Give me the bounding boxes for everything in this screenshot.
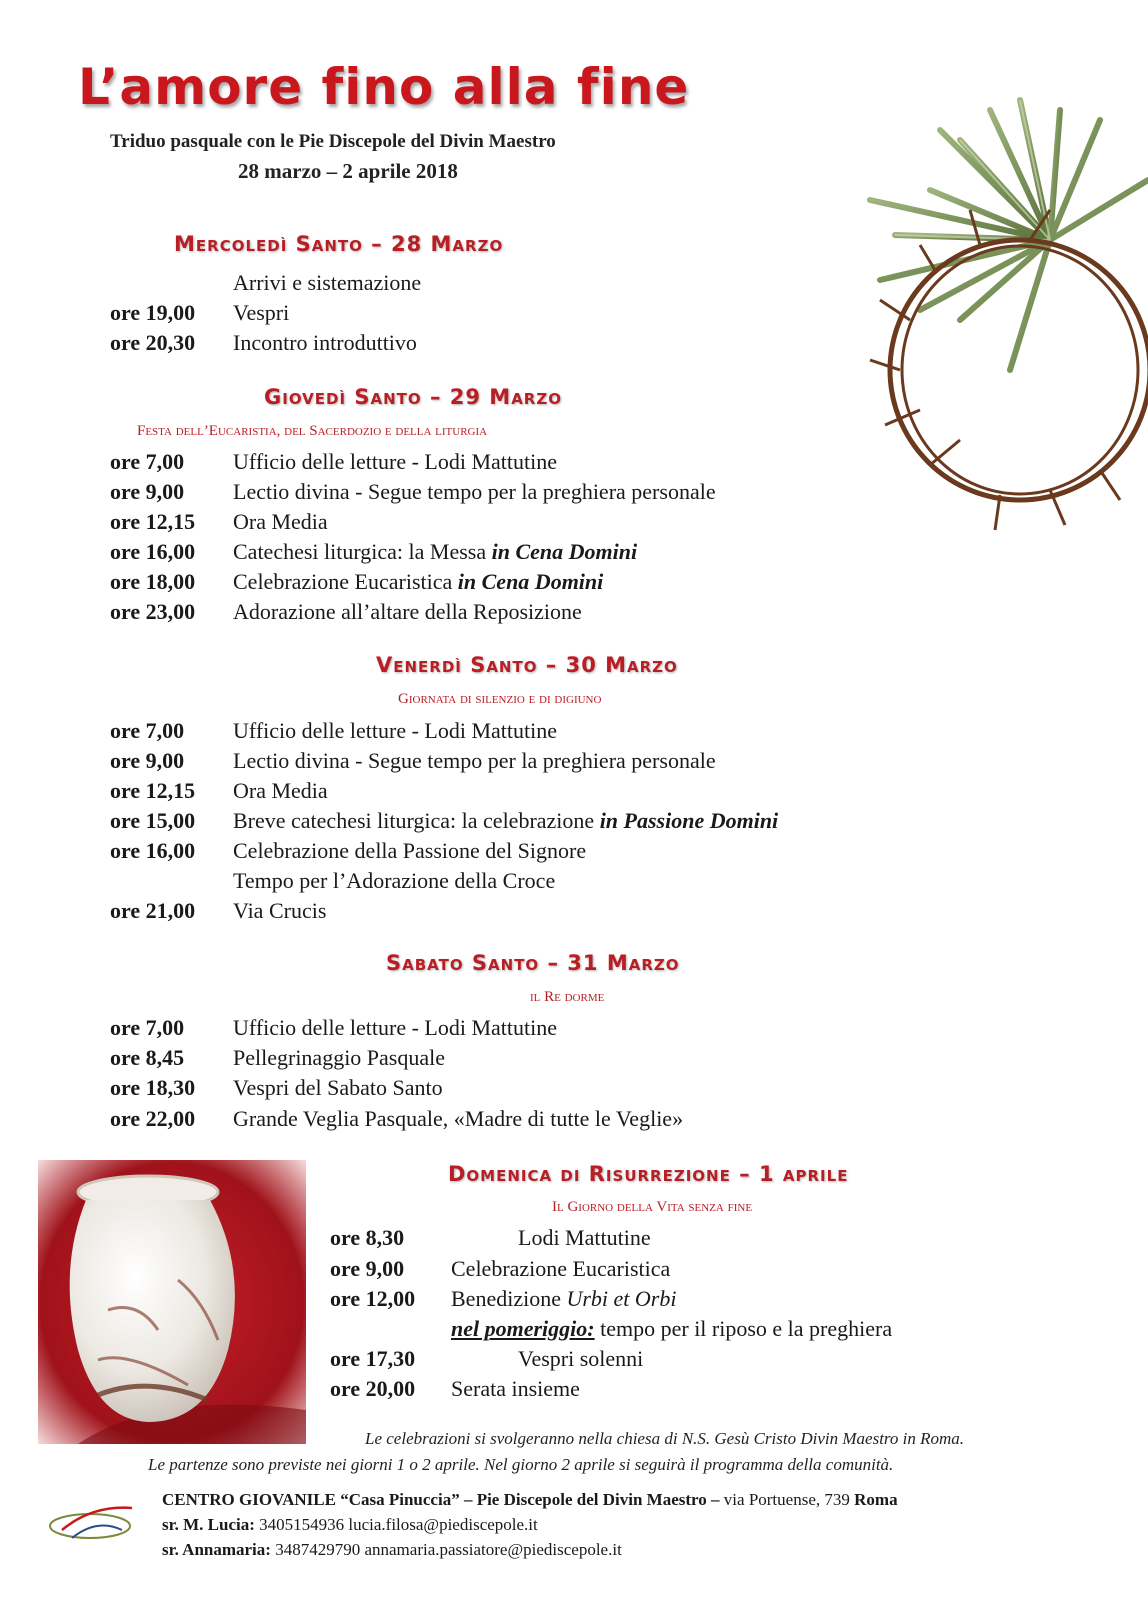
day-subheading-thursday: Festa dell’Eucaristia, del Sacerdozio e della liturgia (137, 423, 488, 439)
date-range: 28 marzo – 2 aprile 2018 (238, 159, 458, 183)
footer-contact-lucia: sr. M. Lucia: 3405154936 lucia.filosa@piediscepole.it (162, 1515, 538, 1534)
logo-icon (42, 1500, 142, 1550)
day-subheading-sunday: Il Giorno della Vita senza fine (552, 1199, 753, 1215)
page-title: L’amore fino alla fine (78, 58, 690, 116)
day-heading-friday: Venerdì Santo – 30 Marzo (376, 653, 678, 677)
day-subheading-saturday: il Re dorme (530, 989, 605, 1005)
day-heading-wednesday: Mercoledì Santo – 28 Marzo (174, 232, 504, 256)
note-location: Le celebrazioni si svolgeranno nella chiesa di N.S. Gesù Cristo Divin Maestro in Roma. (365, 1429, 965, 1448)
day-heading-thursday: Giovedì Santo – 29 Marzo (264, 385, 562, 409)
day-subheading-friday: Giornata di silenzio e di digiuno (398, 691, 602, 707)
footer-center-info: CENTRO GIOVANILE “Casa Pinuccia” – Pie Discepole del Divin Maestro – via Portuense, 739 Roma (162, 1490, 898, 1509)
subtitle: Triduo pasquale con le Pie Discepole del Divin Maestro (110, 131, 556, 152)
note-departures: Le partenze sono previste nei giorni 1 o 2 aprile. Nel giorno 2 aprile si seguirà il programma della comunità. (148, 1455, 894, 1474)
palm-crown-image (720, 70, 1148, 540)
footer-contact-annamaria: sr. Annamaria: 3487429790 annamaria.passiatore@piediscepole.it (162, 1540, 622, 1559)
day-heading-sunday: Domenica di Risurrezione – 1 aprile (448, 1162, 849, 1186)
day-heading-saturday: Sabato Santo – 31 Marzo (386, 951, 680, 975)
alabaster-jar-image (38, 1160, 306, 1444)
